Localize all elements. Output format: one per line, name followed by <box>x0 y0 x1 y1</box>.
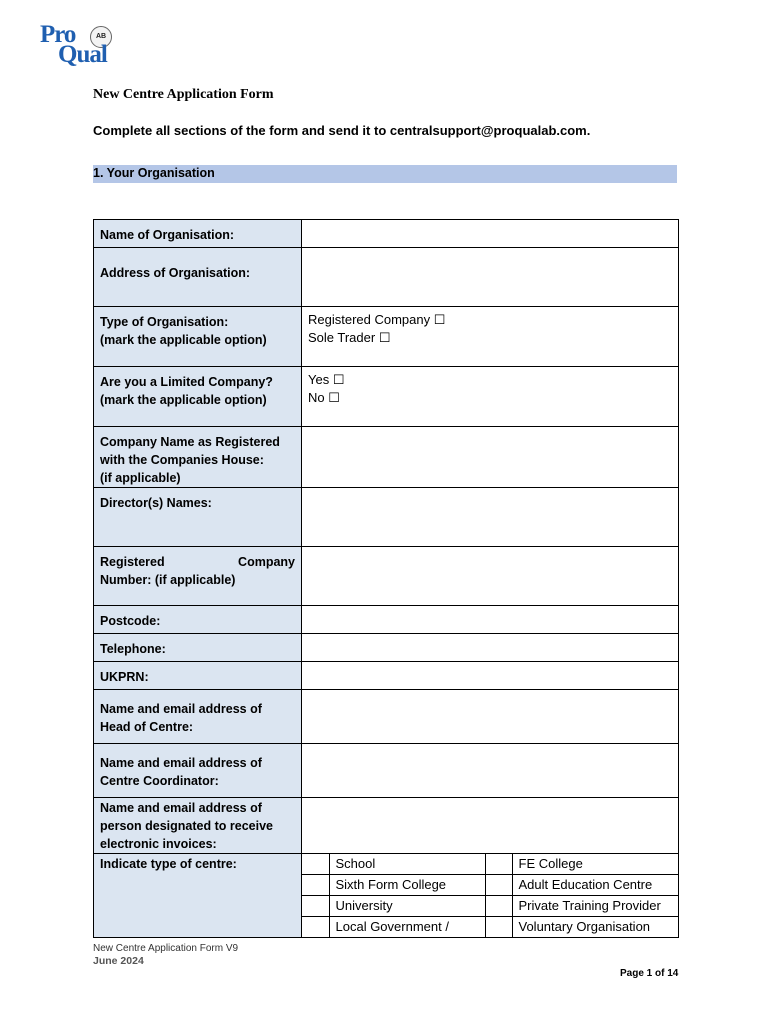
label-limited-company: Are you a Limited Company? (mark the applicable option) <box>94 367 302 427</box>
logo-qual-text: Qual <box>58 41 107 68</box>
centre-type-local-government: Local Government / <box>329 917 485 938</box>
label-directors-names: Director(s) Names: <box>94 488 302 547</box>
label-head-of-centre: Name and email address of Head of Centre: <box>94 690 302 744</box>
centre-type-row <box>302 854 678 875</box>
field-centre-coordinator[interactable] <box>302 744 679 798</box>
label-companies-house-name: Company Name as Registered with the Companies House: (if applicable) <box>94 427 302 488</box>
option-no[interactable]: No ☐ <box>308 390 340 405</box>
proqual-logo <box>40 20 116 70</box>
centre-type-university: University <box>329 896 485 917</box>
checkbox-private-training-provider[interactable] <box>485 896 512 917</box>
label-type-of-organisation: Type of Organisation: (mark the applicable option) <box>94 307 302 367</box>
label-telephone: Telephone: <box>94 634 302 662</box>
field-ukprn[interactable] <box>302 662 679 690</box>
footer-date: June 2024 <box>93 955 144 967</box>
centre-type-row <box>302 875 678 896</box>
checkbox-fe-college[interactable] <box>485 854 512 875</box>
checkbox-adult-education-centre[interactable] <box>485 875 512 896</box>
field-postcode[interactable] <box>302 606 679 634</box>
checkbox-sixth-form-college[interactable] <box>302 875 329 896</box>
label-centre-type: Indicate type of centre: <box>94 854 302 938</box>
option-yes[interactable]: Yes ☐ <box>308 372 345 387</box>
checkbox-voluntary-organisation[interactable] <box>485 917 512 938</box>
option-sole-trader[interactable]: Sole Trader ☐ <box>308 330 391 345</box>
field-directors-names[interactable] <box>302 488 679 547</box>
footer-document-name: New Centre Application Form V9 <box>93 943 239 954</box>
option-registered-company[interactable]: Registered Company ☐ <box>308 312 446 327</box>
logo-seal-icon: AB <box>90 26 112 48</box>
label-ukprn: UKPRN: <box>94 662 302 690</box>
organisation-table <box>93 219 679 938</box>
field-address[interactable] <box>302 248 679 307</box>
label-name-of-organisation: Name of Organisation: <box>94 220 302 248</box>
label-invoice-contact: Name and email address of person designated to receive electronic invoices: <box>94 798 302 854</box>
centre-type-sixth-form-college: Sixth Form College <box>329 875 485 896</box>
field-type-of-organisation[interactable] <box>302 307 679 367</box>
centre-type-row <box>302 917 678 938</box>
centre-type-adult-education-centre: Adult Education Centre <box>512 875 678 896</box>
field-telephone[interactable] <box>302 634 679 662</box>
centre-type-private-training-provider: Private Training Provider <box>512 896 678 917</box>
centre-type-voluntary-organisation: Voluntary Organisation <box>512 917 678 938</box>
centre-type-school: School <box>329 854 485 875</box>
section-heading-bar <box>93 165 677 183</box>
field-invoice-contact[interactable] <box>302 798 679 854</box>
field-registered-company-number[interactable] <box>302 547 679 606</box>
field-name-of-organisation[interactable] <box>302 220 679 248</box>
checkbox-university[interactable] <box>302 896 329 917</box>
centre-type-grid <box>302 854 678 937</box>
checkbox-school[interactable] <box>302 854 329 875</box>
field-limited-company[interactable] <box>302 367 679 427</box>
section-heading: 1. Your Organisation <box>93 166 215 180</box>
label-centre-coordinator: Name and email address of Centre Coordinator: <box>94 744 302 798</box>
label-postcode: Postcode: <box>94 606 302 634</box>
field-head-of-centre[interactable] <box>302 690 679 744</box>
instruction-text: Complete all sections of the form and send it to centralsupport@proqualab.com. <box>93 123 591 138</box>
logo-pro-text: Pro <box>40 21 76 48</box>
field-companies-house-name[interactable] <box>302 427 679 488</box>
checkbox-local-government[interactable] <box>302 917 329 938</box>
centre-type-row <box>302 896 678 917</box>
centre-type-options <box>302 854 679 938</box>
label-registered-company-number: Registered Company Number: (if applicable) <box>94 547 302 606</box>
form-title: New Centre Application Form <box>93 87 274 102</box>
centre-type-fe-college: FE College <box>512 854 678 875</box>
label-address: Address of Organisation: <box>94 248 302 307</box>
page-number: Page 1 of 14 <box>620 968 679 979</box>
